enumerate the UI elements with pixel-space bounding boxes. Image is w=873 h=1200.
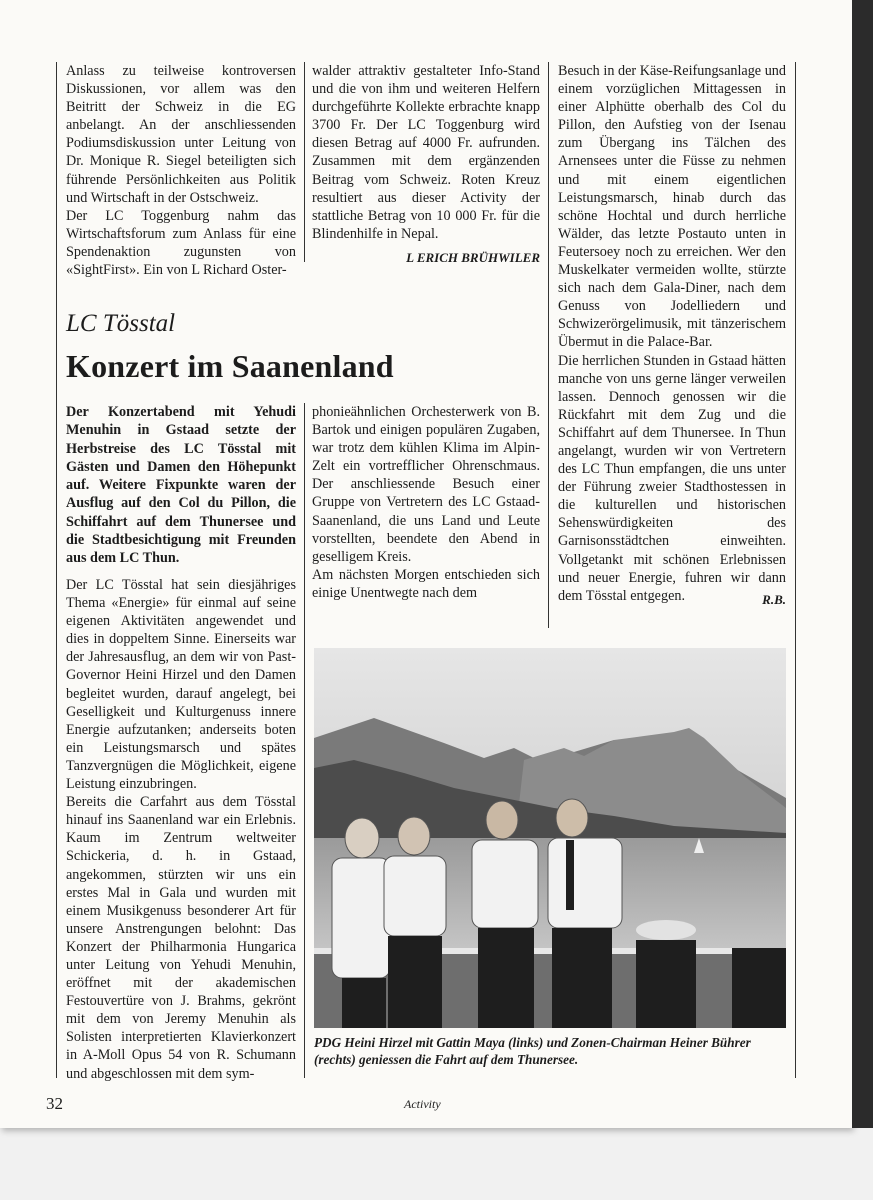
top-column-2 bbox=[312, 62, 540, 243]
article-headline: Konzert im Saanenland bbox=[66, 348, 394, 384]
paragraph: Der LC Toggenburg nahm das Wirtschaftsforum zum Anlass für eine Spendenaktion zugunsten von «SightFirst». Ein von L Richard Oster- bbox=[66, 207, 296, 279]
photo-caption: PDG Heini Hirzel mit Gattin Maya (links) und Zonen-Chairman Heiner Bührer (rechts) geniessen die Fahrt auf dem Thunersee. bbox=[314, 1035, 751, 1067]
photo-illustration bbox=[314, 648, 786, 1028]
magazine-name: Activity bbox=[404, 1097, 441, 1111]
top-column-1 bbox=[66, 62, 296, 279]
paragraph: Die herrlichen Stunden in Gstaad hätten manche von uns gerne länger verweilen lassen. Dennoch genossen wir die Rückfahrt mit dem Zug und die Schiffahrt auf dem Thunersee. In Thun angelangt, wurden wir von Vertretern des LC Thun empfangen, die uns unter der Führung zweier Stadthostessen in die kulturellen und historischen Sehenswürdigkeiten des Garnisonsstädtchen einweihten. Vollgetankt mit schönen Erlebnissen und neuer Energie, fuhren wir dann dem Tösstal entgegen. bbox=[558, 352, 786, 604]
article-column-3 bbox=[558, 62, 786, 605]
paragraph: phonieähnlichen Orchesterwerk von B. Bartok und einigen populären Zugaben, war trotz dem kühlen Klima im Alpin-Zelt ein vortrefflicher Ohrenschmaus. Der anschliessende Besuch einer Gruppe von Vertretern des LC Gstaad-Saanenland, die uns Land und Leute vorstellten, beendete den Abend in geselligem Kreis. bbox=[312, 404, 540, 565]
column-rule-2 bbox=[304, 403, 305, 1078]
page-number: 32 bbox=[46, 1094, 63, 1113]
article-kicker: LC Tösstal bbox=[66, 310, 176, 337]
column-rule-top-2 bbox=[548, 62, 549, 628]
paragraph: Bereits die Carfahrt aus dem Tösstal hinauf ins Saanenland war ein Erlebnis. Kaum im Zentrum weltweiter Schickeria, d. h. in Gstaad, angekommen, stürzten wir uns ein erstes Mal in Gala und wurden mit einem Musikgenuss besonderer Art für unsere Anstrengungen belohnt: Das Konzert der Philharmonia Hungarica unter Leitung von Yehudi Menuhin, eröffnet mit der akademischen Festouvertüre von J. Brahms, gekrönt mit dem von Jeremy Menuhin als Solisten interpretierten Klavierkonzert in A-Moll Opus 54 von R. Schumann und abgeschlossen mit dem sym- bbox=[66, 794, 296, 1082]
paragraph: Am nächsten Morgen entschieden sich einige Unentwegte nach dem bbox=[312, 566, 540, 601]
scan-edge bbox=[852, 0, 873, 1128]
column-rule-3 bbox=[795, 62, 796, 1078]
article-column-2 bbox=[312, 403, 540, 602]
article-signature: R.B. bbox=[762, 592, 786, 607]
lake-boat-photo bbox=[314, 648, 786, 1028]
paragraph: Besuch in der Käse-Reifungsanlage und einem vorzüglichen Mittagessen in einer Alphütte oberhalb des Col du Pillon, den Aufstieg von der Isenau zum Übergang ins Tälchen des Arnensees unter die Füsse zu nehmen und mit einem eigentlichen Leistungsmarsch, hinab durch das schöne Hochtal und durch herrliche Wälder, das letzte Postauto unten in Feutersoey noch zu erreichen. Wer den Muskelkater vermeiden wollte, stürzte sich nach dem Gala-Diner, nach dem Genuss von Jodelliedern und Schwizerörgelimusik, mit tänzerischem Übermut in die Palace-Bar. bbox=[558, 63, 786, 351]
paragraph: Der LC Tösstal hat sein diesjähriges Thema «Energie» für einmal auf seine eigenen Aktivitäten angewendet und dies in doppeltem Sinne. Einerseits war der Jahresausflug, an dem wir von Past-Governor Heini Hirzel und den Damen begleitet wurden, darauf angelegt, bei Geselligkeit und Kulturgenuss innere Energie aufzutanken; anderseits boten ein Leistungsmarsch und spätes Tanzvergnügen die Möglichkeit, eigene Leistung einzubringen. bbox=[66, 577, 296, 793]
article-column-1 bbox=[66, 576, 296, 1083]
column-rule-top-1 bbox=[304, 62, 305, 262]
article-lead: Der Konzertabend mit Yehudi Menuhin in Gstaad setzte der Herbstreise des LC Tösstal mit Gästen und Damen den Höhepunkt auf. Weitere Fixpunkte waren der Ausflug auf den Col du Pillon, die Schiffahrt auf dem Thunersee und die Stadtbesichtigung mit Freunden aus dem LC Thun. bbox=[66, 404, 296, 567]
paragraph: walder attraktiv gestalteter Info-Stand und die von ihm und weiteren Helfern durchgeführte Kollekte erbrachte knapp 3700 Fr. Der LC Toggenburg wird diesen Betrag auf 4000 Fr. aufrunden. Zusammen mit dem ergänzenden Beitrag vom Schweiz. Roten Kreuz resultiert aus dieser Activity der stattliche Betrag von 10 000 Fr. für die Blindenhilfe in Nepal. bbox=[312, 63, 540, 242]
author-signature: L ERICH BRÜHWILER bbox=[406, 250, 540, 265]
column-rule-left bbox=[56, 62, 57, 1078]
paragraph: Anlass zu teilweise kontroversen Diskussionen, vor allem was den Beitritt der Schweiz in die EG anbelangt. An der anschliessenden Podiumsdiskussion unter Leitung von Dr. Monique R. Siegel beteiligten sich führende Persönlichkeiten aus Politik und Wirtschaft in der Ostschweiz. bbox=[66, 63, 296, 206]
